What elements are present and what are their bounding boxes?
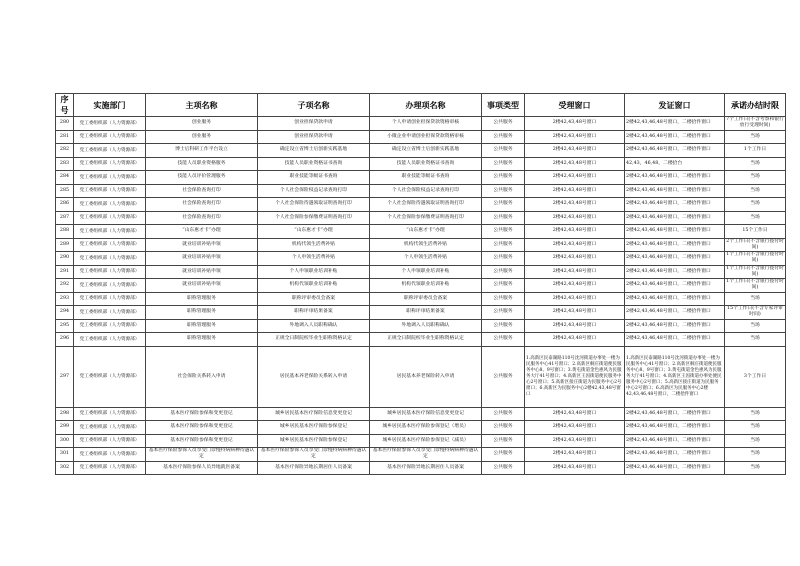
cell-type: 公共服务 [482, 333, 525, 347]
cell-main: 基本医疗保险参保人员异地就医备案 [146, 461, 258, 475]
header-row [56, 94, 786, 117]
cell-issue: 2楼42,43,46,48号窗口，二楼拾件窗口 [625, 407, 725, 421]
cell-item: 城乡居民基本医疗保险参保登记（减员） [370, 434, 482, 448]
cell-accept: 2楼42,43,48号窗口 [525, 279, 625, 293]
cell-type: 公共服务 [482, 238, 525, 252]
cell-no: 296 [56, 333, 74, 347]
table-row [56, 198, 786, 212]
cell-dept: 党工委组织部（人力资源部） [74, 198, 146, 212]
cell-no: 287 [56, 211, 74, 225]
cell-no: 282 [56, 144, 74, 158]
cell-issue: 2楼42,43,46,48号窗口，二楼拾件窗口 [625, 171, 725, 185]
cell-main: 社会保险查询打印 [146, 211, 258, 225]
header-no: 序号 [56, 94, 74, 117]
cell-main: 社会保险关系转入申请 [146, 346, 258, 407]
table-row [56, 306, 786, 320]
cell-accept: 2楼42,43,48号窗口 [525, 184, 625, 198]
table-row [56, 238, 786, 252]
cell-issue: 2楼42,43,46,48号窗口，二楼拾件窗口 [625, 198, 725, 212]
cell-sub: “山东惠才卡”办理 [258, 225, 370, 239]
cell-limit: 当场 [725, 434, 786, 448]
cell-type: 公共服务 [482, 279, 525, 293]
cell-no: 280 [56, 117, 74, 131]
cell-sub: 个人社会保险参保缴费证明查询打印 [258, 211, 370, 225]
service-items-table [55, 93, 786, 475]
cell-dept: 党工委组织部（人力资源部） [74, 306, 146, 320]
cell-sub: 个人社会保险待遇领取证明查询打印 [258, 198, 370, 212]
table-body [56, 117, 786, 475]
cell-type: 公共服务 [482, 198, 525, 212]
cell-type: 公共服务 [482, 265, 525, 279]
cell-no: 290 [56, 252, 74, 266]
cell-type: 公共服务 [482, 144, 525, 158]
cell-limit: 当场 [725, 461, 786, 475]
cell-sub: 技能人员职业资格证书查询 [258, 157, 370, 171]
cell-accept: 2楼42,43,48号窗口 [525, 319, 625, 333]
cell-type: 公共服务 [482, 319, 525, 333]
cell-type: 公共服务 [482, 461, 525, 475]
cell-issue: 2楼42,43,46,48号窗口，二楼拾件窗口 [625, 211, 725, 225]
table-row [56, 265, 786, 279]
cell-sub: 确定设立省博士后创新实践基地 [258, 144, 370, 158]
cell-limit: 当场 [725, 198, 786, 212]
cell-limit: 当场 [725, 448, 786, 462]
table-row [56, 407, 786, 421]
cell-dept: 党工委组织部（人力资源部） [74, 171, 146, 185]
cell-type: 公共服务 [482, 225, 525, 239]
table-row [56, 130, 786, 144]
table-row [56, 292, 786, 306]
cell-dept: 党工委组织部（人力资源部） [74, 461, 146, 475]
cell-dept: 党工委组织部（人力资源部） [74, 130, 146, 144]
cell-accept: 2楼42,43,48号窗口 [525, 225, 625, 239]
cell-accept: 2楼42,43,48号窗口 [525, 407, 625, 421]
cell-limit: 当场 [725, 407, 786, 421]
cell-item: 个人社会保险待遇领取证明查询打印 [370, 198, 482, 212]
cell-dept: 党工委组织部（人力资源部） [74, 184, 146, 198]
cell-accept: 2楼42,43,48号窗口 [525, 448, 625, 462]
cell-limit: 当场 [725, 292, 786, 306]
cell-type: 公共服务 [482, 252, 525, 266]
cell-accept: 2楼42,43,48号窗口 [525, 157, 625, 171]
cell-dept: 党工委组织部（人力资源部） [74, 448, 146, 462]
cell-accept: 2楼42,43,48号窗口 [525, 461, 625, 475]
cell-issue: 2楼42,43,46,48号窗口，二楼拾件窗口 [625, 144, 725, 158]
cell-main: 就业培训补贴申领 [146, 265, 258, 279]
table-row [56, 171, 786, 185]
cell-item: 小微企业申请创业担保贷款资格审核 [370, 130, 482, 144]
cell-main: 社会保险查询打印 [146, 184, 258, 198]
cell-dept: 党工委组织部（人力资源部） [74, 144, 146, 158]
cell-type: 公共服务 [482, 448, 525, 462]
header-main: 主项名称 [146, 94, 258, 117]
cell-accept: 2楼42,43,48号窗口 [525, 144, 625, 158]
cell-item: 个人申请创业担保贷款资格审核 [370, 117, 482, 131]
cell-sub: 职业技能等级证书查询 [258, 171, 370, 185]
table-row [56, 461, 786, 475]
table-row [56, 333, 786, 347]
cell-accept: 2楼42,43,48号窗口 [525, 306, 625, 320]
cell-no: 300 [56, 434, 74, 448]
cell-issue: 2楼42,43,46,48号窗口，二楼拾件窗口 [625, 265, 725, 279]
cell-accept: 2楼42,43,48号窗口 [525, 238, 625, 252]
table-row [56, 448, 786, 462]
cell-issue: 2楼42,43,46,48号窗口，二楼拾件窗口 [625, 252, 725, 266]
cell-item: 机构代领职业培训补贴 [370, 279, 482, 293]
cell-issue: 2楼42,43,46,48号窗口，二楼拾件窗口 [625, 279, 725, 293]
cell-no: 285 [56, 184, 74, 198]
cell-issue: 2楼42,43,46,48号窗口，二楼拾件窗口 [625, 306, 725, 320]
table-row [56, 319, 786, 333]
cell-issue: 2楼42,43,46,48号窗口，二楼拾件窗口 [625, 184, 725, 198]
cell-dept: 党工委组织部（人力资源部） [74, 211, 146, 225]
cell-item: 职业技能等级证书查询 [370, 171, 482, 185]
cell-main: 职称管理服务 [146, 306, 258, 320]
table-row [56, 211, 786, 225]
cell-type: 公共服务 [482, 157, 525, 171]
cell-sub: 居民基本养老保险关系转入申请 [258, 346, 370, 407]
cell-type: 公共服务 [482, 292, 525, 306]
cell-sub: 外地调入人员职称确认 [258, 319, 370, 333]
cell-limit: 当场 [725, 319, 786, 333]
cell-item: “山东惠才卡”办理 [370, 225, 482, 239]
cell-item: 职称评审结果备案 [370, 306, 482, 320]
cell-no: 293 [56, 292, 74, 306]
cell-accept: 2楼42,43,48号窗口 [525, 265, 625, 279]
cell-no: 299 [56, 421, 74, 435]
cell-item: 确定设立省博士后创新实践基地 [370, 144, 482, 158]
table-row [56, 157, 786, 171]
table-row [56, 117, 786, 131]
cell-no: 281 [56, 130, 74, 144]
table-row [56, 279, 786, 293]
cell-type: 公共服务 [482, 130, 525, 144]
cell-main: 基本医疗保险参保和变更登记 [146, 421, 258, 435]
header-sub: 子项名称 [258, 94, 370, 117]
cell-item: 个人社会保险权益记录查询打印 [370, 184, 482, 198]
cell-limit: 当场 [725, 157, 786, 171]
header-limit: 承诺办结时限 [725, 94, 786, 117]
cell-main: 基本医疗保险参保和变更登记 [146, 434, 258, 448]
cell-no: 302 [56, 461, 74, 475]
cell-main: 技能人员评价管理服务 [146, 171, 258, 185]
cell-issue: 2楼42,43,46,48号窗口，二楼拾件窗口 [625, 292, 725, 306]
cell-issue: 2楼42,43,46,48号窗口，二楼拾件窗口 [625, 238, 725, 252]
cell-main: 博士后科研工作平台设立 [146, 144, 258, 158]
cell-type: 公共服务 [482, 306, 525, 320]
cell-limit: 当场 [725, 171, 786, 185]
cell-dept: 党工委组织部（人力资源部） [74, 225, 146, 239]
cell-no: 289 [56, 238, 74, 252]
cell-accept: 2楼42,43,48号窗口 [525, 130, 625, 144]
cell-no: 284 [56, 171, 74, 185]
cell-limit: 当场 [725, 421, 786, 435]
cell-sub: 城乡居民基本医疗保险参保登记 [258, 421, 370, 435]
cell-accept: 2楼42,43,48号窗口 [525, 292, 625, 306]
cell-main: “山东惠才卡”办理 [146, 225, 258, 239]
cell-sub: 职称评审结果备案 [258, 306, 370, 320]
cell-sub: 创业担保贷款申请 [258, 117, 370, 131]
cell-limit: 1个工作日 [725, 144, 786, 158]
cell-accept: 2楼42,43,48号窗口 [525, 333, 625, 347]
cell-dept: 党工委组织部（人力资源部） [74, 265, 146, 279]
cell-sub: 职称评审委员会备案 [258, 292, 370, 306]
cell-issue: 2楼42,43,46,48号窗口，二楼拾件窗口 [625, 225, 725, 239]
cell-dept: 党工委组织部（人力资源部） [74, 292, 146, 306]
cell-limit: 15个工作日(不含专家评审时间) [725, 306, 786, 320]
cell-type: 公共服务 [482, 184, 525, 198]
cell-type: 公共服务 [482, 117, 525, 131]
cell-type: 公共服务 [482, 434, 525, 448]
cell-main: 就业培训补贴申领 [146, 238, 258, 252]
cell-item: 正规全日制院校毕业生职称资格认定 [370, 333, 482, 347]
cell-dept: 党工委组织部（人力资源部） [74, 252, 146, 266]
cell-sub: 机构代领生活费补贴 [258, 238, 370, 252]
cell-item: 城乡居民基本医疗保险信息变更登记 [370, 407, 482, 421]
table-row [56, 434, 786, 448]
cell-no: 295 [56, 319, 74, 333]
header-dept: 实施部门 [74, 94, 146, 117]
cell-accept: 2楼42,43,48号窗口 [525, 421, 625, 435]
cell-accept: 2楼42,43,48号窗口 [525, 171, 625, 185]
cell-no: 294 [56, 306, 74, 320]
cell-dept: 党工委组织部（人力资源部） [74, 117, 146, 131]
cell-dept: 党工委组织部（人力资源部） [74, 346, 146, 407]
cell-main: 技能人员职业资格服务 [146, 157, 258, 171]
cell-issue: 42,43，46,48，二楼拾台 [625, 157, 725, 171]
cell-dept: 党工委组织部（人力资源部） [74, 157, 146, 171]
cell-main: 创业服务 [146, 130, 258, 144]
cell-dept: 党工委组织部（人力资源部） [74, 333, 146, 347]
cell-item: 个人申领职业培训补贴 [370, 265, 482, 279]
cell-dept: 党工委组织部（人力资源部） [74, 319, 146, 333]
cell-limit: 1个工作日(不含银行拨付时间) [726, 265, 784, 277]
cell-item: 机构代领生活费补贴 [370, 238, 482, 252]
cell-limit: 当场 [725, 184, 786, 198]
cell-no: 297 [56, 346, 74, 407]
cell-main: 基本医疗保险参保人员享受门诊慢特病病种待遇认定 [146, 448, 258, 462]
cell-sub: 城乡居民基本医疗保险信息变更登记 [258, 407, 370, 421]
cell-issue: 2楼42,43,46,48号窗口，二楼拾件窗口 [625, 434, 725, 448]
cell-issue: 2楼42,43,46,48号窗口，二楼拾件窗口 [625, 130, 725, 144]
cell-accept: 2楼42,43,48号窗口 [525, 117, 625, 131]
cell-issue: 2楼42,43,46,48号窗口，二楼拾件窗口 [625, 448, 725, 462]
cell-accept: 2楼42,43,48号窗口 [525, 434, 625, 448]
cell-item: 个人申领生活费补贴 [370, 252, 482, 266]
cell-sub: 机构代领职业培训补贴 [258, 279, 370, 293]
cell-sub: 个人申领职业培训补贴 [258, 265, 370, 279]
cell-item: 个人社会保险参保缴费证明查询打印 [370, 211, 482, 225]
cell-issue: 2楼42,43,46,48号窗口，二楼拾件窗口 [625, 117, 725, 131]
cell-limit: 7个工作日(不含考察和银行放行受理时间) [726, 117, 784, 129]
cell-no: 298 [56, 407, 74, 421]
cell-main: 社会保险查询打印 [146, 198, 258, 212]
cell-limit: 1个工作日(不含银行拨付时间) [726, 252, 784, 264]
cell-dept: 党工委组织部（人力资源部） [74, 238, 146, 252]
cell-limit: 当场 [725, 130, 786, 144]
cell-type: 公共服务 [482, 346, 525, 407]
cell-main: 基本医疗保险参保和变更登记 [146, 407, 258, 421]
cell-item: 基本医疗保险异地长期居住人员备案 [370, 461, 482, 475]
cell-dept: 党工委组织部（人力资源部） [74, 434, 146, 448]
cell-accept: 2楼42,43,48号窗口 [525, 211, 625, 225]
cell-accept: 2楼42,43,48号窗口 [525, 198, 625, 212]
cell-sub: 基本医疗保险异地长期居住人员备案 [258, 461, 370, 475]
cell-issue: 2楼42,43,46,48号窗口，二楼拾件窗口 [625, 333, 725, 347]
cell-type: 公共服务 [482, 407, 525, 421]
cell-sub: 基本医疗保险参保人员享受门诊慢特病病种待遇认定 [258, 448, 370, 462]
table-row [56, 225, 786, 239]
cell-limit: 2个工作日(不含银行拨付时间) [726, 238, 784, 250]
cell-no: 286 [56, 198, 74, 212]
cell-item: 居民基本养老保险转入申请 [370, 346, 482, 407]
cell-dept: 党工委组织部（人力资源部） [74, 279, 146, 293]
header-issue: 发证窗口 [625, 94, 725, 117]
cell-limit: 15个工作日 [725, 225, 786, 239]
cell-sub: 个人社会保险权益记录查询打印 [258, 184, 370, 198]
cell-main: 职称管理服务 [146, 292, 258, 306]
cell-type: 公共服务 [482, 421, 525, 435]
cell-item: 职称评审委员会备案 [370, 292, 482, 306]
cell-issue: 2楼42,43,46,48号窗口，二楼拾件窗口 [625, 461, 725, 475]
cell-item: 基本医疗保险参保人员享受门诊慢特病病种待遇认定 [370, 448, 482, 462]
table-row [56, 144, 786, 158]
cell-type: 公共服务 [482, 171, 525, 185]
cell-main: 职称管理服务 [146, 319, 258, 333]
cell-no: 283 [56, 157, 74, 171]
cell-sub: 创业担保贷款申请 [258, 130, 370, 144]
cell-limit: 3个工作日 [725, 346, 786, 407]
cell-issue: 2楼42,43,46,48号窗口，二楼拾件窗口 [625, 319, 725, 333]
cell-main: 职称管理服务 [146, 333, 258, 347]
cell-dept: 党工委组织部（人力资源部） [74, 421, 146, 435]
cell-no: 291 [56, 265, 74, 279]
cell-sub: 个人申领生活费补贴 [258, 252, 370, 266]
table-row [56, 252, 786, 266]
cell-dept: 党工委组织部（人力资源部） [74, 407, 146, 421]
cell-item: 技能人员职业资格证书查询 [370, 157, 482, 171]
header-type: 事项类型 [482, 94, 525, 117]
cell-item: 城乡居民基本医疗保险参保登记（增员） [370, 421, 482, 435]
cell-issue: 2楼42,43,46,48号窗口，二楼拾件窗口 [625, 421, 725, 435]
cell-limit: 1个工作日(不含银行拨付时间) [726, 279, 784, 291]
cell-main: 创业服务 [146, 117, 258, 131]
header-accept: 受理窗口 [525, 94, 625, 117]
cell-accept: 2楼42,43,48号窗口 [525, 252, 625, 266]
cell-main: 就业培训补贴申领 [146, 279, 258, 293]
cell-main: 就业培训补贴申领 [146, 252, 258, 266]
cell-no: 288 [56, 225, 74, 239]
table-row [56, 421, 786, 435]
cell-type: 公共服务 [482, 211, 525, 225]
cell-accept: 1.高新区民泰湖路110号沈河街道办事处一楼为民服务中心41号窗口；2.高新区桐庄街道便民服务中心8、9号窗口；3.黄屯街道金色惠风为民服务大厅41号窗口；4.高新区王因街道便民服务中心2号窗口；5.高新区接庄街道为民服务中心2号窗口；6.高新区为民服务中心2楼42,43,48号窗口 [525, 346, 625, 407]
header-item: 办理项名称 [370, 94, 482, 117]
table-row [56, 346, 786, 407]
cell-limit: 当场 [725, 333, 786, 347]
table-row [56, 184, 786, 198]
cell-limit: 当场 [725, 211, 786, 225]
cell-no: 292 [56, 279, 74, 293]
cell-issue: 1.高新区民泰湖路110号沈河街道办事处一楼为民服务中心41号窗口；2.高新区桐庄街道便民服务中心8、9号窗口；3.黄屯街道金色惠风为民服务大厅41号窗口；4.高新区王因街道办事处便民服务中心2号窗口；5.高新区接庄街道为民服务中心2号窗口；6.高新区为民服务中心2楼42,43,46,48号窗口，二楼拾件窗口 [625, 346, 725, 407]
cell-sub: 城乡居民基本医疗保险参保登记 [258, 434, 370, 448]
cell-no: 301 [56, 448, 74, 462]
cell-sub: 正规全日制院校毕业生职称资格认定 [258, 333, 370, 347]
cell-item: 外地调入人员职称确认 [370, 319, 482, 333]
